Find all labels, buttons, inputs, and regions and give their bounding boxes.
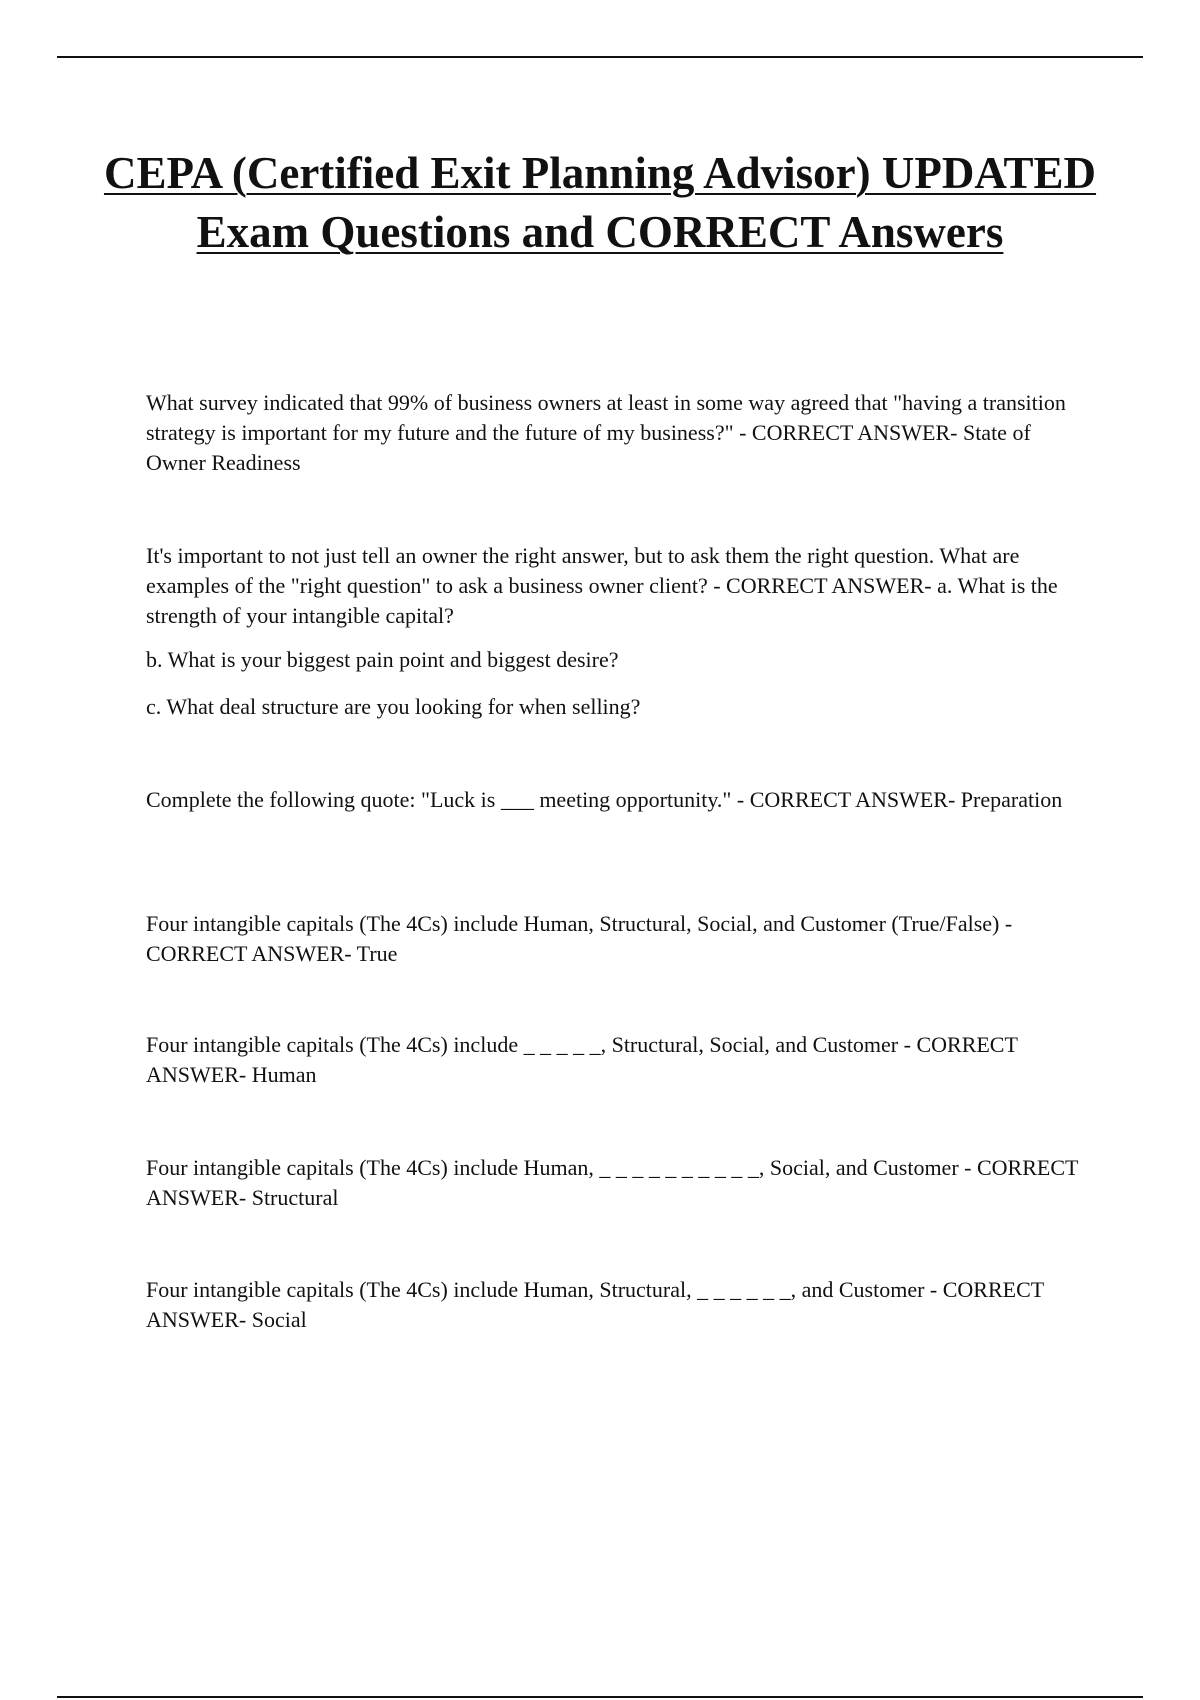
qa-entry-4: Four intangible capitals (The 4Cs) include Human, Structural, Social, and Customer (True/False) - CORRECT ANSWER- True (146, 911, 1013, 966)
page-title-text: CEPA (Certified Exit Planning Advisor) UPDATED Exam Questions and CORRECT Answers (103, 148, 1097, 257)
qa-entry-3: Complete the following quote: "Luck is ___ meeting opportunity." - CORRECT ANSWER- Preparation (146, 787, 1063, 812)
bottom-rule (57, 1696, 1143, 1698)
qa-entry-7: Four intangible capitals (The 4Cs) include Human, Structural, _ _ _ _ _ _, and Customer - CORRECT ANSWER- Social (146, 1277, 1044, 1332)
top-rule (57, 56, 1143, 58)
qa-entry-1: What survey indicated that 99% of business owners at least in some way agreed that "having a transition strategy is important for my future and the future of my business?" - CORRECT ANSWER- State of Owner Readiness (146, 390, 1066, 475)
qa-entry-2: It's important to not just tell an owner the right answer, but to ask them the right question. What are examples of the "right question" to ask a business owner client? - CORRECT ANSWER- a. What is the strength of your intangible capital? (146, 543, 1058, 628)
qa-entry-2-option-c: c. What deal structure are you looking for when selling? (146, 694, 641, 719)
qa-entry-6: Four intangible capitals (The 4Cs) include Human, _ _ _ _ _ _ _ _ _ _, Social, and Customer - CORRECT ANSWER- Structural (146, 1155, 1079, 1210)
page-title (100, 144, 1100, 262)
qa-entry-2-option-b: b. What is your biggest pain point and biggest desire? (146, 647, 619, 672)
qa-entry-5: Four intangible capitals (The 4Cs) include _ _ _ _ _, Structural, Social, and Customer - CORRECT ANSWER- Human (146, 1032, 1018, 1087)
